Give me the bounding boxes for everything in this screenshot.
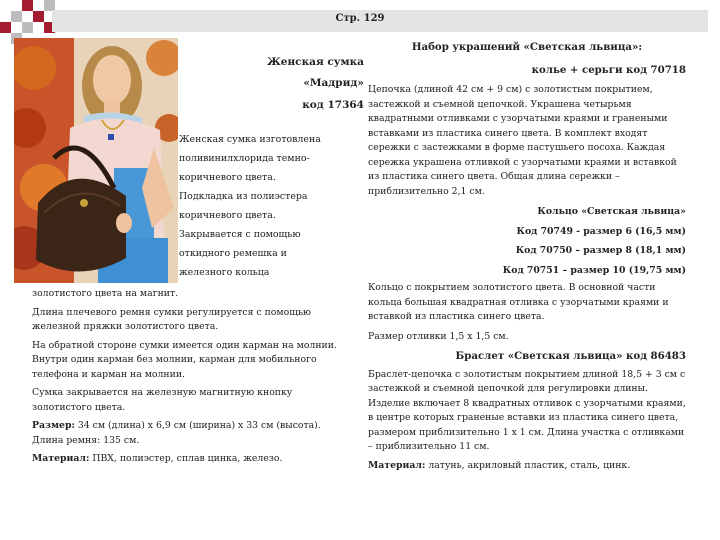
bag-title-line2: «Мадрид» [303,77,364,89]
bag-paragraph: Сумка закрывается на железную магнитную кнопку золотистого цвета. [32,387,293,413]
ring-paragraph: Кольцо с покрытием золотистого цвета. В основной части кольца большая квадратная отливка с узорчатыми краями и вставкой из пластика синего цвета. [368,282,669,322]
bag-material [32,452,354,467]
ring-size: Размер отливки 1,5 х 1,5 см. [368,330,509,342]
bag-desc-line: откидного ремешка и [179,248,287,259]
material-label: Материал: [368,459,426,471]
bag-size [32,419,354,448]
ring-title: Кольцо «Светская львица» [537,206,686,217]
bag-code: код 17364 [302,99,364,111]
size-label: Размер: [32,420,75,431]
material-label: Материал: [32,453,90,464]
bag-paragraph: Длина плечевого ремня сумки регулируется с помощью железной пряжки золотистого цвета. [32,306,312,332]
ring-code: Код 70749 - размер 6 (16,5 мм) [516,225,686,237]
bracelet-paragraph: Браслет-цепочка с золотистым покрытием длиной 18,5 + 3 см с застежкой и съемной цепочкой для регулировки длины. Изделие включает 8 квадратных отливок с узорчатыми краями, в центре которых граненые вставки из пластика синего цвета, размером приблизительно 1 х 1 см. Длина участка с отливками – приблизительно 11 см. [368,368,686,452]
bag-desc-line: коричневого цвета. [179,172,276,183]
bag-description [32,287,354,471]
bag-desc-line: Закрывается с помощью [179,229,301,240]
bag-desc-line: Подкладка из полиэстера [179,191,308,202]
material-text: ПВХ, полиэстер, сплав цинка, железо. [89,453,283,464]
product-photo [14,38,178,283]
bag-paragraph: На обратной стороне сумки имеется один карман на молнии. Внутри один карман без молнии, карман для мобильного телефона и карман на молнии. [32,339,337,380]
bag-title-line1: Женская сумка [267,56,364,68]
bag-desc-line: поливинилхлорида темно- [179,153,310,164]
bracelet-title: Браслет «Светская львица» код 86483 [455,350,686,362]
jewelry-set-title: Набор украшений «Светская львица»: [411,41,643,53]
bag-desc-line: железного кольца [179,267,270,278]
ring-code: Код 70750 – размер 8 (18,1 мм) [515,245,686,256]
jewelry-material [368,459,686,474]
bag-desc-line: коричневого цвета. [179,210,276,221]
jewelry-description [368,40,686,473]
ring-code: Код 70751 – размер 10 (19,75 мм) [502,264,686,276]
necklace-paragraph: Цепочка (длиной 42 см + 9 см) с золотистым покрытием, застежкой и съемной цепочкой. Украшена четырьмя квадратными отливками с узорчатыми краями и гранеными вставками из пластика синего цвета. В комплект входят сережки с застежками в форме пастушьего посоха. Каждая сережка украшена отливкой с узорчатыми краями и вставкой из пластика синего цвета. Общая длина сережки – приблизительно 2,1 см. [368,84,677,197]
jewelry-set-code: колье + серьги код 70718 [531,63,686,76]
bag-desc-line: Женская сумка изготовлена [179,134,321,145]
size-text: 34 см (длина) х 6,9 см (ширина) х 33 см (высота). Длина ремня: 135 см. [32,420,321,446]
material-text: латунь, акриловый пластик, сталь, цинк. [425,459,631,471]
corner-square [22,0,33,11]
page-number: Стр. 129 [335,13,385,24]
bag-paragraph: золотистого цвета на магнит. [32,288,179,299]
